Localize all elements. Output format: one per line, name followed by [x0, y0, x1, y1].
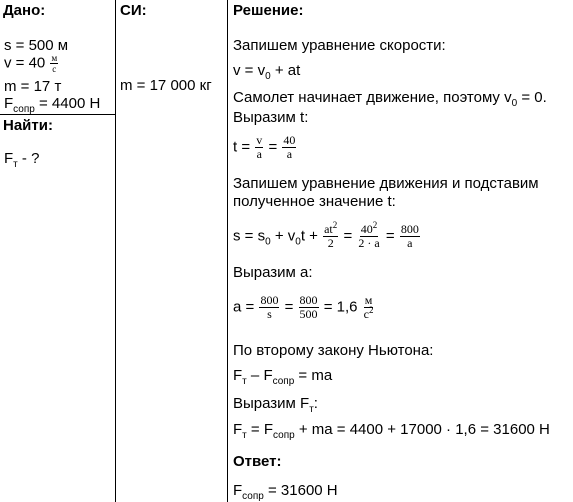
given-force-value: = 4400 Н [34, 95, 101, 112]
answer-suffix: = 31600 Н [263, 482, 338, 499]
solution-line-9 [233, 395, 318, 413]
t-frac1-num: v [256, 133, 263, 147]
solution-line-1: Запишем уравнение скорости: [233, 37, 446, 54]
s-frac2-den: 2 · a [358, 236, 380, 250]
newton-f1: F [233, 367, 243, 384]
find-target [4, 150, 39, 168]
s-eq-sub0: 0 [265, 236, 271, 248]
given-mass: m = 17 т [4, 78, 62, 95]
a-eq-equals1: = [284, 298, 298, 316]
answer-header: Ответ: [233, 453, 282, 470]
s-frac1-num-base: at [324, 222, 333, 236]
given-velocity-value: v = 40 [4, 54, 46, 72]
s-eq-t: t + [300, 227, 323, 245]
a-frac2-den: 500 [299, 307, 318, 321]
s-frac3-den: a [407, 236, 413, 250]
line9-prefix: Выразим F [233, 395, 310, 412]
line3-sub: 0 [511, 98, 518, 109]
line9-suffix: : [313, 395, 318, 412]
given-force-symbol: F [4, 95, 14, 112]
s-frac2-num [360, 220, 379, 237]
s-frac1-den: 2 [327, 236, 334, 250]
t-frac2-num: 40 [283, 133, 296, 147]
column-divider-si [227, 0, 228, 502]
a-frac2-num: 800 [299, 293, 318, 307]
given-velocity-unit [50, 53, 58, 74]
calculation-equation [233, 421, 550, 439]
s-eq-frac2 [357, 220, 380, 250]
newton-f2-sub: сопр [272, 376, 295, 387]
answer-equation [233, 482, 338, 500]
velocity-eq-prefix: v = v [233, 62, 266, 79]
solution-line-5: Запишем уравнение движения и подставим [233, 175, 539, 192]
solution-line-4: Выразим t: [233, 109, 309, 126]
s-eq-mid: + v [270, 227, 296, 245]
t-frac2-den: a [286, 147, 293, 161]
a-eq-unit [363, 294, 375, 321]
calc-sub2: сопр [273, 430, 295, 441]
motion-equation [233, 220, 421, 250]
s-eq-sub1: 0 [295, 236, 301, 248]
newton-equation [233, 367, 332, 385]
calc-suffix: + ma = 4400 + 17000 · 1,6 = 31600 Н [294, 421, 550, 438]
find-force-sub: т [13, 159, 18, 170]
a-unit-den-sup: 2 [369, 305, 374, 315]
line3-suffix: = 0. [517, 89, 547, 106]
acceleration-equation [233, 294, 376, 321]
a-eq-frac2 [299, 294, 319, 321]
newton-mid: – F [246, 367, 273, 384]
t-eq-frac2 [282, 134, 296, 161]
s-frac1-num-sup: 2 [332, 220, 338, 230]
t-eq-equals: = [268, 138, 282, 156]
t-eq-prefix: t = [233, 138, 255, 156]
given-force-sub: сопр [13, 104, 35, 115]
solution-line-8: По второму закону Ньютона: [233, 342, 434, 359]
given-distance: s = 500 м [4, 37, 69, 54]
velocity-equation [233, 62, 300, 80]
t-eq-frac1 [255, 134, 263, 161]
a-frac1-num: 800 [260, 293, 279, 307]
s-eq-equals1: = [343, 227, 357, 245]
solution-line-3 [233, 89, 547, 107]
a-eq-prefix: a = [233, 298, 259, 316]
velocity-eq-suffix: + at [270, 62, 301, 79]
a-eq-result: = 1,6 [323, 298, 362, 316]
answer-prefix: F [233, 482, 243, 499]
given-velocity [4, 53, 59, 74]
given-resistance-force [4, 95, 100, 113]
solution-header: Решение: [233, 2, 304, 19]
find-header: Найти: [3, 117, 53, 134]
calc-prefix: F [233, 421, 243, 438]
given-velocity-unit-num: м [51, 53, 58, 63]
si-header: СИ: [120, 2, 147, 19]
given-header: Дано: [3, 2, 46, 19]
calc-sub1: т [242, 430, 247, 441]
column-divider-given [115, 0, 116, 502]
newton-suffix: = ma [294, 367, 333, 384]
s-frac2-num-base: 40 [360, 222, 373, 236]
line9-sub: т [309, 404, 314, 415]
a-frac1-den: s [267, 307, 272, 321]
s-eq-equals2: = [385, 227, 399, 245]
velocity-eq-sub: 0 [265, 71, 271, 82]
answer-sub: сопр [242, 491, 264, 502]
line3-prefix: Самолет начинает движение, поэтому v [233, 89, 512, 106]
time-equation [233, 134, 297, 161]
find-force-suffix: - ? [17, 150, 40, 167]
s-eq-frac3 [400, 223, 420, 250]
a-unit-den [363, 305, 375, 321]
s-frac3-num: 800 [400, 222, 419, 236]
s-eq-frac1 [323, 220, 338, 250]
a-eq-frac1 [259, 294, 279, 321]
solution-line-6: полученное значение t: [233, 193, 396, 210]
solution-line-7: Выразим a: [233, 264, 313, 281]
s-frac2-num-sup: 2 [372, 220, 378, 230]
si-mass: m = 17 000 кг [120, 77, 212, 94]
s-frac1-num [323, 220, 338, 237]
given-velocity-unit-den: с [52, 64, 57, 74]
calc-mid: = F [246, 421, 274, 438]
a-unit-den-base: с [363, 307, 369, 321]
newton-f1-sub: т [242, 376, 247, 387]
a-unit-num: м [364, 293, 373, 307]
t-frac1-den: a [256, 147, 262, 161]
find-force-symbol: F [4, 150, 14, 167]
s-eq-prefix: s = s [233, 227, 266, 245]
